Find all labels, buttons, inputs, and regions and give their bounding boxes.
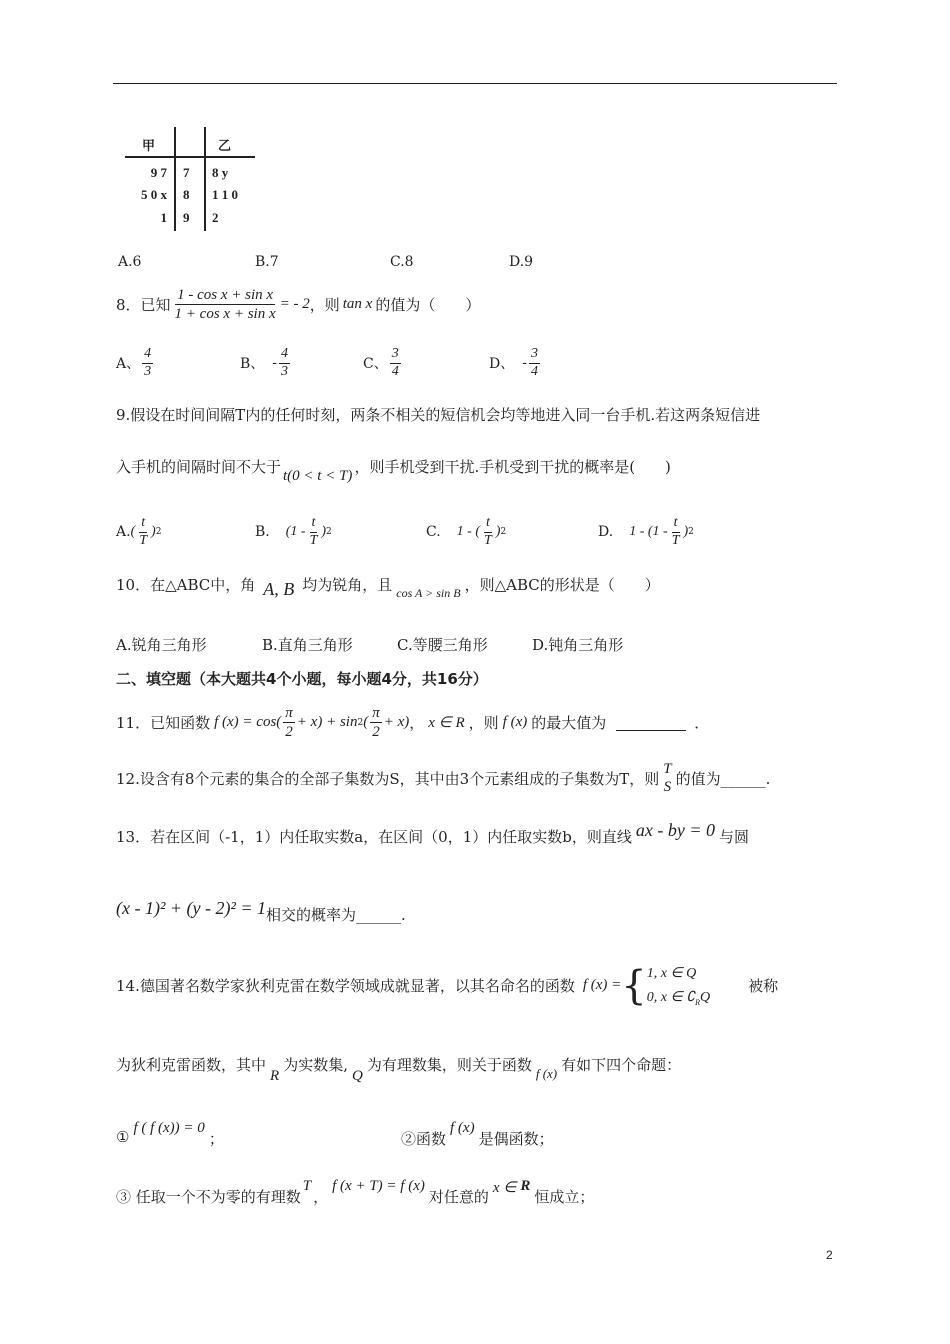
- q8-opt-label: A、: [116, 356, 141, 373]
- q10-b: 均为锐角，且: [302, 576, 393, 594]
- q11-f: f (x) = cos(: [214, 714, 282, 730]
- q9-opt-num: t: [672, 515, 680, 533]
- q14-p1b: ；: [208, 1130, 224, 1148]
- q11-mid2: (: [363, 714, 369, 730]
- stem-row-right: 1 1 0: [212, 187, 238, 202]
- q14-f: f (x) =: [582, 977, 622, 994]
- q14-p3a: ③ 任取一个不为零的有理数: [116, 1188, 301, 1206]
- q9-option-c: [426, 515, 506, 550]
- q13-c: 相交的概率为______.: [266, 906, 406, 924]
- q11-fx: f (x): [502, 714, 528, 730]
- q7-option-c: C.8: [390, 254, 414, 270]
- q14-p1a: ①: [116, 1128, 130, 1146]
- q9-opt-num: t: [310, 515, 318, 533]
- q13-b: 与圆: [719, 828, 750, 846]
- q9-line2-a: 入手机的间隔时间不大于: [116, 458, 282, 476]
- q9-opt-label: C.: [426, 524, 441, 541]
- q11-c: ，则: [468, 714, 499, 732]
- q14-line2a: 为狄利克雷函数，其中: [116, 1056, 267, 1074]
- q11-den: 2: [372, 724, 380, 740]
- q10-math1: A, B: [263, 579, 295, 599]
- q8-option-b: [240, 346, 292, 381]
- stem-leaf-figure: [122, 127, 257, 231]
- q9-option-b: [255, 515, 332, 550]
- q8-opt-frac: [142, 346, 153, 381]
- q9-line-1: 9.假设在时间间隔T内的任何时刻，两条不相关的短信机会均等地进入同一台手机.若这两条短信进: [116, 406, 761, 424]
- q9-opt-post: ): [321, 524, 327, 540]
- q9-line2-b: ，则手机受到干扰.手机受到干扰的概率是( ): [354, 458, 671, 476]
- q8-opt-frac: [279, 346, 290, 381]
- q9-option-d: [598, 515, 694, 550]
- q9-opt-num: t: [139, 515, 147, 533]
- q9-opt-frac: [308, 515, 320, 550]
- q8-suffix: ，则: [309, 296, 340, 314]
- q8-tan: tan x: [342, 296, 373, 312]
- q13-a: 13．若在区间（-1，1）内任取实数a，在区间（0，1）内任取实数b，则直线: [116, 828, 632, 846]
- q9-opt-den: T: [671, 532, 680, 548]
- page-number: 2: [826, 1248, 833, 1262]
- q8-opt-frac: [529, 346, 540, 381]
- question-10: [116, 574, 660, 600]
- q9-opt-exp: 2: [500, 527, 507, 538]
- q8-option-c: [363, 346, 403, 381]
- q11-frac: [283, 704, 295, 741]
- q8-opt-num: 3: [529, 346, 540, 364]
- q11-mid: + x) + sin: [296, 714, 358, 730]
- q9-opt-exp: 2: [688, 527, 694, 538]
- q9-opt-exp: 2: [326, 527, 332, 538]
- q9-opt-frac: [482, 515, 494, 550]
- q11-b: ，: [409, 714, 425, 732]
- q14-line-2: [116, 1054, 682, 1084]
- q9-opt-exp: 2: [155, 527, 162, 538]
- q14-p2math: f (x): [450, 1120, 475, 1136]
- q14-line2c: 为有理数集，则关于函数: [366, 1056, 532, 1074]
- q11-e: ．: [694, 714, 710, 732]
- q8-opt-num: 3: [390, 346, 401, 364]
- stem-row-left: 5 0 x: [141, 187, 167, 202]
- q8-opt-label: B、: [240, 356, 265, 373]
- q9-opt-den: T: [309, 532, 318, 548]
- q8-opt-den: 4: [530, 363, 538, 379]
- q9-opt-label: A.: [116, 524, 131, 541]
- q12-frac: [661, 760, 673, 796]
- q11-num: π: [285, 705, 293, 721]
- q14-b: 被称: [748, 977, 779, 996]
- q14-fx: f (x): [535, 1066, 558, 1081]
- q12-b: 的值为______.: [675, 769, 771, 788]
- q8-opt-frac: [390, 346, 401, 381]
- q11-end: + x): [383, 714, 410, 730]
- q9-opt-frac: [137, 515, 149, 550]
- q11-exp: 2: [357, 717, 364, 728]
- q11-blank: [616, 714, 686, 731]
- q9-math: t(0 < t < T): [283, 468, 353, 484]
- q14-p2a: ②函数: [401, 1130, 447, 1148]
- q14-case1: 1, x ∈ Q: [646, 966, 697, 981]
- q9-opt-pre: 1 - (: [456, 524, 480, 540]
- q7-option-a: A.6: [118, 254, 142, 270]
- stem-row-stem: 7: [183, 165, 190, 180]
- q10-option-c: C.等腰三角形: [397, 636, 488, 654]
- q10-a: 10．在△ABC中，角: [116, 576, 256, 594]
- q8-numerator: 1 - cos x + sin x: [177, 287, 274, 303]
- q14-line2b: 为实数集,: [283, 1056, 348, 1074]
- q10-option-a: A.锐角三角形: [116, 636, 207, 654]
- q8-option-d: [489, 346, 542, 381]
- q8-opt-label: D、: [489, 356, 515, 373]
- q11-frac2: [370, 704, 382, 741]
- q13-circle: (x - 1)² + (y - 2)² = 1: [116, 898, 267, 918]
- question-13: [116, 820, 750, 846]
- q14-p3c: 对任意的: [428, 1188, 489, 1206]
- q14-proposition-2: [401, 1120, 554, 1148]
- q7-option-d: D.9: [509, 254, 534, 270]
- q14-case2: 0, x ∈ ∁: [646, 989, 696, 1005]
- q14-p1math: f ( f (x)) = 0: [133, 1120, 205, 1136]
- q8-fraction: [173, 286, 278, 323]
- q9-opt-pre: 1 - (1 -: [629, 524, 668, 540]
- q8-opt-den: 3: [144, 363, 152, 379]
- q10-option-b: B.直角三角形: [262, 636, 353, 654]
- q11-a: 11．已知函数: [116, 714, 211, 732]
- q13-line: ax - by = 0: [635, 820, 716, 840]
- q9-option-a: [116, 515, 161, 550]
- q9-opt-label: B.: [255, 524, 270, 541]
- q8-opt-sign: -: [522, 355, 527, 372]
- q8-opt-sign: -: [272, 355, 278, 372]
- q14-case2-sub: R: [695, 997, 700, 1007]
- q14-line2d: 有如下四个命题：: [561, 1056, 682, 1074]
- q14-Q: Q: [351, 1068, 363, 1084]
- q14-brace: {: [621, 962, 647, 1009]
- q8-suffix-end: 的值为（ ）: [375, 296, 481, 314]
- q11-d: 的最大值为: [531, 714, 607, 732]
- q14-proposition-1: [116, 1120, 224, 1148]
- q14-a: 14.德国著名数学家狄利克雷在数学领域成就显著，以其名命名的函数: [116, 977, 575, 996]
- q9-opt-den: T: [139, 532, 148, 548]
- q9-opt-pre: (: [130, 524, 136, 540]
- stem-row-right: 2: [212, 210, 219, 225]
- q10-option-d: D.钝角三角形: [532, 636, 624, 654]
- stem-row-left: 9 7: [150, 165, 167, 180]
- q8-opt-num: 4: [142, 346, 153, 364]
- q8-rhs: = - 2: [279, 296, 310, 312]
- q11-num: π: [372, 705, 380, 721]
- q12-a: 12.设含有8个元素的集合的全部子集数为S，其中由3个元素组成的子集数为T，则: [116, 769, 660, 788]
- q12-den: S: [663, 779, 672, 795]
- q8-option-a: [116, 346, 155, 381]
- q14-cases: [647, 962, 710, 1010]
- q14-case2-wrap: [647, 986, 710, 1010]
- q9-opt-num: t: [484, 515, 492, 533]
- question-11: [116, 704, 709, 741]
- stem-row-right: 8 y: [212, 165, 229, 180]
- section-2-heading: 二、填空题（本大题共4个小题，每小题4分，共16分）: [116, 670, 488, 688]
- q8-opt-den: 4: [391, 363, 399, 379]
- question-12: [116, 760, 770, 796]
- q10-c: ，则△ABC的形状是（ ）: [464, 576, 660, 594]
- q7-option-b: B.7: [255, 254, 279, 270]
- q11-xr: x ∈ R: [428, 715, 465, 731]
- q14-p3x: x ∈: [492, 1180, 517, 1196]
- q14-case2-end: Q: [699, 989, 711, 1005]
- stem-row-left: 1: [160, 210, 167, 225]
- stem-right-header: 乙: [218, 138, 232, 153]
- question-14: [116, 962, 778, 1010]
- stem-row-stem: 8: [183, 187, 190, 202]
- q9-opt-pre: (1 -: [285, 524, 306, 540]
- q9-opt-post: ): [495, 524, 501, 540]
- q14-p3R: R: [520, 1178, 531, 1194]
- q9-opt-frac: [670, 515, 682, 550]
- q14-p3b: ，: [313, 1188, 329, 1206]
- q11-den: 2: [285, 724, 293, 740]
- q9-opt-post: ): [151, 524, 156, 540]
- q8-denominator: 1 + cos x + sin x: [174, 306, 276, 322]
- q8-opt-label: C、: [363, 356, 388, 373]
- q12-num: T: [663, 761, 672, 777]
- q14-p3T: T: [302, 1178, 312, 1194]
- q9-opt-label: D.: [598, 524, 614, 541]
- q9-opt-den: T: [484, 532, 492, 548]
- q14-R: R: [270, 1068, 280, 1084]
- question-8: [116, 286, 480, 323]
- q8-prefix: 8．已知: [116, 296, 171, 314]
- q9-opt-post: ): [683, 524, 689, 540]
- q10-math2: cos A > sin B: [396, 586, 461, 600]
- q14-p3math: f (x + T) = f (x): [332, 1178, 425, 1194]
- q8-opt-num: 4: [279, 346, 290, 364]
- q14-proposition-3: [116, 1178, 595, 1206]
- top-rule: [113, 83, 837, 84]
- q13-line-2: [116, 898, 406, 924]
- stem-row-stem: 9: [183, 210, 190, 225]
- q8-opt-den: 3: [281, 363, 289, 379]
- q9-line-2: [116, 456, 671, 484]
- stem-left-header: 甲: [142, 138, 156, 153]
- q14-p3d: 恒成立；: [534, 1188, 595, 1206]
- q14-p2b: 是偶函数；: [478, 1130, 554, 1148]
